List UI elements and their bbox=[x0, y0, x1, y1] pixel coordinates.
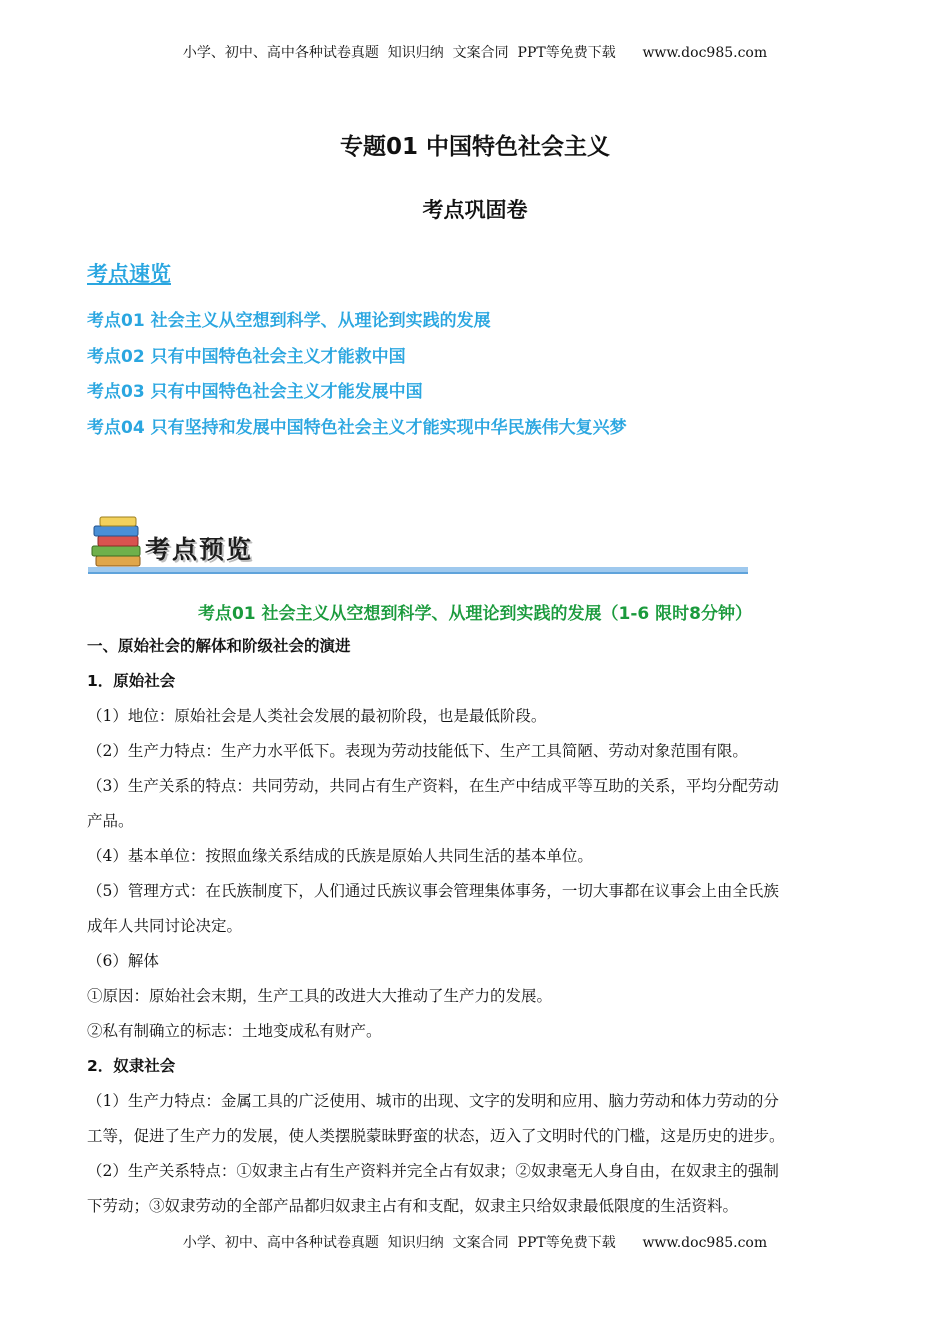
paragraph-line: 下劳动；③奴隶劳动的全部产品都归奴隶主占有和支配，奴隶主只给奴隶最低限度的生活资料。 bbox=[87, 1197, 739, 1215]
preview-banner-title: 考点预览 bbox=[145, 535, 254, 564]
paragraph-line: 工等，促进了生产力的发展，使人类摆脱蒙昧野蛮的状态，迈入了文明时代的门槛，这是历史的进步。 bbox=[87, 1127, 785, 1145]
paragraph-line: （1）生产力特点：金属工具的广泛使用、城市的出现、文字的发明和应用、脑力劳动和体力劳动的分 bbox=[87, 1092, 779, 1110]
banner-underline bbox=[88, 567, 748, 572]
books-icon bbox=[92, 517, 140, 566]
page-footer: 小学、初中、高中各种试卷真题 知识归纳 文案合同 PPT等免费下载 www.doc985.com bbox=[182, 1235, 768, 1251]
paragraph-line: ①原因：原始社会末期，生产工具的改进大大推动了生产力的发展。 bbox=[87, 987, 553, 1005]
paragraph-line: （2）生产力特点：生产力水平低下。表现为劳动技能低下、生产工具简陋、劳动对象范围有限。 bbox=[87, 742, 748, 760]
overview-list bbox=[87, 310, 627, 452]
section-body bbox=[87, 629, 865, 1224]
overview-heading: 考点速览 bbox=[87, 262, 171, 286]
paragraph-line: （3）生产关系的特点：共同劳动，共同占有生产资料，在生产中结成平等互助的关系，平均分配劳动 bbox=[87, 777, 779, 795]
paragraph-line: 成年人共同讨论决定。 bbox=[87, 917, 243, 935]
overview-item: 考点04 只有坚持和发展中国特色社会主义才能实现中华民族伟大复兴梦 bbox=[87, 417, 627, 438]
paragraph-line: ②私有制确立的标志：土地变成私有财产。 bbox=[87, 1022, 382, 1040]
page-header: 小学、初中、高中各种试卷真题 知识归纳 文案合同 PPT等免费下载 www.doc985.com bbox=[182, 45, 768, 61]
paragraph-line: （1）地位：原始社会是人类社会发展的最初阶段，也是最低阶段。 bbox=[87, 707, 547, 725]
paragraph-line: （6）解体 bbox=[87, 952, 159, 970]
paragraph-line: （4）基本单位：按照血缘关系结成的氏族是原始人共同生活的基本单位。 bbox=[87, 847, 593, 865]
subsection-heading: 1．原始社会 bbox=[87, 672, 176, 690]
paragraph-line: （2）生产关系特点：①奴隶主占有生产资料并完全占有奴隶；②奴隶毫无人身自由，在奴隶主的强制 bbox=[87, 1162, 779, 1180]
overview-item: 考点01 社会主义从空想到科学、从理论到实践的发展 bbox=[87, 311, 491, 331]
overview-item: 考点03 只有中国特色社会主义才能发展中国 bbox=[87, 382, 423, 402]
document-title: 专题01 中国特色社会主义 bbox=[339, 134, 610, 160]
section-heading: 考点01 社会主义从空想到科学、从理论到实践的发展（1-6 限时8分钟） bbox=[197, 604, 753, 624]
paragraph-line: （5）管理方式：在氏族制度下，人们通过氏族议事会管理集体事务，一切大事都在议事会上由全氏族 bbox=[87, 882, 779, 900]
document-subtitle: 考点巩固卷 bbox=[422, 198, 528, 222]
banner-underline-shadow bbox=[88, 572, 748, 574]
subsection-heading: 一、原始社会的解体和阶级社会的演进 bbox=[87, 637, 351, 655]
subsection-heading: 2．奴隶社会 bbox=[87, 1057, 176, 1075]
paragraph-line: 产品。 bbox=[87, 812, 134, 830]
overview-item: 考点02 只有中国特色社会主义才能救中国 bbox=[87, 346, 406, 367]
